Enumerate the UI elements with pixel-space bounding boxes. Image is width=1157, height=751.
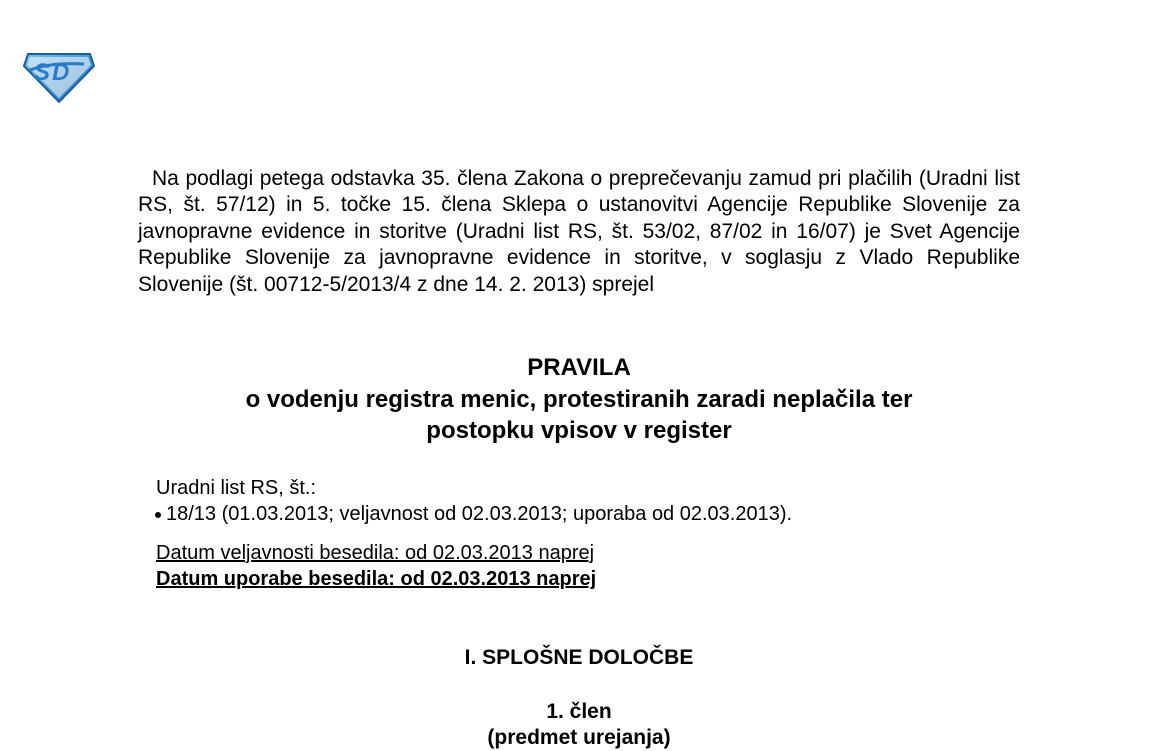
sd-shield-logo-icon (22, 48, 96, 104)
title-main: PRAVILA (527, 354, 631, 381)
valid-from-link[interactable]: Datum veljavnosti besedila: od 02.03.2013 naprej (156, 542, 595, 564)
article-subject: (predmet urejanja) (487, 726, 671, 749)
gazette-label: Uradni list RS, št.: (156, 477, 317, 499)
gazette-list (156, 501, 792, 527)
applied-from-link[interactable]: Datum uporabe besedila: od 02.03.2013 naprej (156, 568, 597, 590)
svg-text:S: S (34, 59, 51, 86)
svg-text:D: D (52, 59, 70, 86)
section-heading: I. SPLOŠNE DOLOČBE (464, 646, 694, 669)
gazette-info (156, 475, 792, 527)
title-line-2: o vodenju registra menic, protestiranih zaradi neplačila ter (245, 385, 913, 413)
gazette-entry: 18/13 (01.03.2013; veljavnost od 02.03.2013; uporaba od 02.03.2013). (156, 501, 792, 527)
intro-paragraph: Na podlagi petega odstavka 35. člena Zakona o preprečevanju zamud pri plačilih (Uradni list RS, št. 57/12) in 5. točke 15. člena Sklepa o ustanovitvi Agencije Republike Slovenije za javnopravne evidence in storitve (Uradni list RS, št. 53/02, 87/02 in 16/07) je Svet Agencije Republike Slovenije za javnopravne evidence in storitve, v soglasju z Vlado Republike Slovenije (št. 00712-5/2013/4 z dne 14. 2. 2013) sprejel (138, 167, 1020, 296)
article-heading (138, 699, 1020, 751)
document-title (138, 352, 1020, 447)
article-number: 1. člen (546, 700, 612, 723)
title-line-3: postopku vpisov v register (426, 417, 732, 444)
validity-dates (156, 540, 596, 592)
